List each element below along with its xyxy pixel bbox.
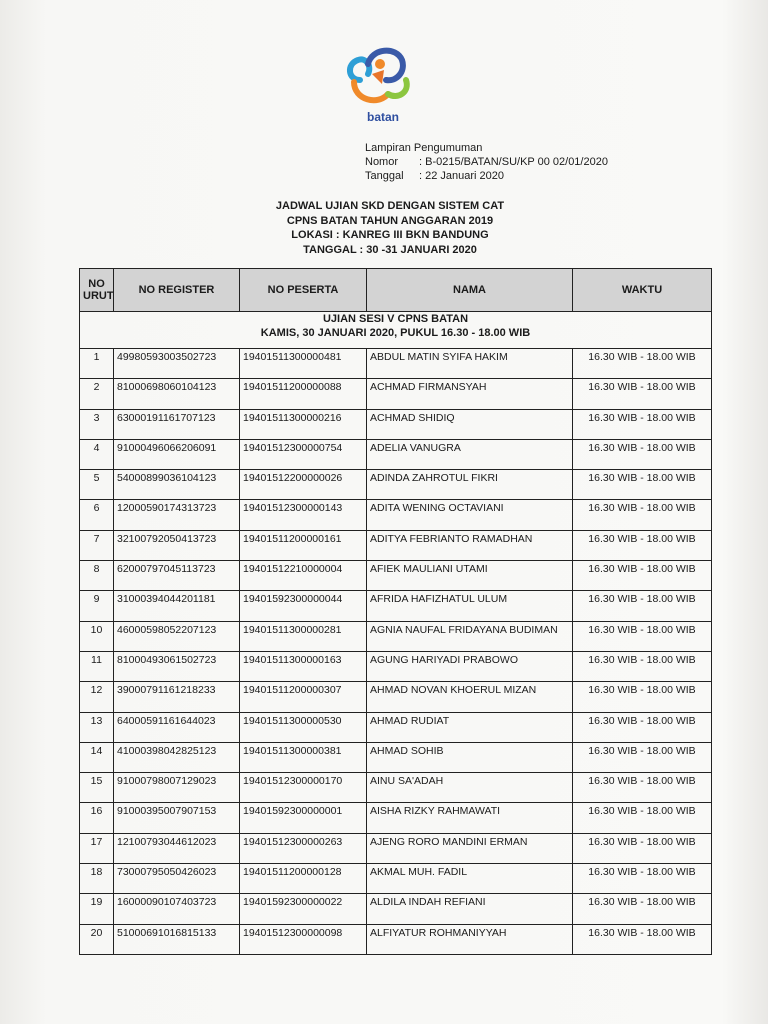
table-row [80, 833, 712, 863]
tanggal-label: Tanggal [365, 170, 404, 182]
session-row [80, 312, 712, 349]
cell-no-peserta: 19401512200000026 [240, 470, 367, 500]
cell-no-urut: 13 [80, 712, 114, 742]
title-line-3: LOKASI : KANREG III BKN BANDUNG [291, 229, 489, 241]
table-row [80, 742, 712, 772]
cell-no-urut: 1 [80, 349, 114, 379]
cell-waktu: 16.30 WIB - 18.00 WIB [573, 349, 712, 379]
table-row [80, 803, 712, 833]
cell-nama: AHMAD RUDIAT [367, 712, 573, 742]
title-line-2: CPNS BATAN TAHUN ANGGARAN 2019 [286, 214, 494, 227]
cell-no-register: 32100792050413723 [114, 530, 240, 560]
cell-waktu: 16.30 WIB - 18.00 WIB [573, 530, 712, 560]
cell-nama: ACHMAD FIRMANSYAH [367, 379, 573, 409]
cell-no-peserta: 19401511200000088 [240, 379, 367, 409]
table-row [80, 530, 712, 560]
table-row [80, 561, 712, 591]
cell-nama: ACHMAD SHIDIQ [367, 409, 573, 439]
cell-nama: ALFIYATUR ROHMANIYYAH [367, 924, 573, 954]
batan-logo-mark [338, 42, 428, 112]
cell-no-register: 12100793044612023 [114, 833, 240, 863]
table-header-row [80, 269, 712, 312]
table-row [80, 621, 712, 651]
session-title: UJIAN SESI V CPNS BATAN [322, 313, 469, 325]
cell-no-peserta: 19401511200000307 [240, 682, 367, 712]
cell-no-peserta: 19401592300000044 [240, 591, 367, 621]
cell-no-register: 91000395007907153 [114, 803, 240, 833]
cell-waktu: 16.30 WIB - 18.00 WIB [573, 621, 712, 651]
cell-waktu: 16.30 WIB - 18.00 WIB [573, 712, 712, 742]
cell-no-peserta: 19401512300000098 [240, 924, 367, 954]
cell-no-peserta: 19401512210000004 [240, 561, 367, 591]
cell-no-register: 54000899036104123 [114, 470, 240, 500]
cell-no-register: 51000691016815133 [114, 924, 240, 954]
cell-no-peserta: 19401511200000161 [240, 530, 367, 560]
cell-no-register: 49980593003502723 [114, 349, 240, 379]
table-row [80, 409, 712, 439]
cell-no-peserta: 19401511300000216 [240, 409, 367, 439]
table-row [80, 682, 712, 712]
cell-nama: ABDUL MATIN SYIFA HAKIM [367, 349, 573, 379]
cell-no-peserta: 19401512300000143 [240, 500, 367, 530]
cell-nama: AFRIDA HAFIZHATUL ULUM [367, 591, 573, 621]
cell-no-urut: 11 [80, 651, 114, 681]
tanggal-value: : 22 Januari 2020 [419, 170, 505, 182]
cell-no-peserta: 19401512300000754 [240, 439, 367, 469]
cell-no-urut: 8 [80, 561, 114, 591]
cell-nama: AGNIA NAUFAL FRIDAYANA BUDIMAN [367, 621, 573, 651]
header-no-peserta: NO PESERTA [240, 269, 367, 312]
cell-no-peserta: 19401511300000281 [240, 621, 367, 651]
cell-waktu: 16.30 WIB - 18.00 WIB [573, 651, 712, 681]
session-info [80, 312, 712, 349]
cell-waktu: 16.30 WIB - 18.00 WIB [573, 924, 712, 954]
cell-no-peserta: 19401511200000128 [240, 864, 367, 894]
table-row [80, 349, 712, 379]
cell-nama: AKMAL MUH. FADIL [367, 864, 573, 894]
cell-no-urut: 20 [80, 924, 114, 954]
cell-no-urut: 16 [80, 803, 114, 833]
nomor-row [365, 155, 608, 169]
schedule-table [79, 268, 712, 955]
cell-nama: AJENG RORO MANDINI ERMAN [367, 833, 573, 863]
cell-no-peserta: 19401592300000001 [240, 803, 367, 833]
cell-waktu: 16.30 WIB - 18.00 WIB [573, 409, 712, 439]
table-row [80, 924, 712, 954]
cell-waktu: 16.30 WIB - 18.00 WIB [573, 803, 712, 833]
cell-nama: ADINDA ZAHROTUL FIKRI [367, 470, 573, 500]
cell-no-peserta: 19401511300000481 [240, 349, 367, 379]
cell-no-urut: 6 [80, 500, 114, 530]
cell-nama: AFIEK MAULIANI UTAMI [367, 561, 573, 591]
cell-waktu: 16.30 WIB - 18.00 WIB [573, 561, 712, 591]
nomor-value: : B-0215/BATAN/SU/KP 00 02/01/2020 [419, 156, 608, 168]
cell-waktu: 16.30 WIB - 18.00 WIB [573, 591, 712, 621]
cell-no-urut: 18 [80, 864, 114, 894]
cell-nama: ADITYA FEBRIANTO RAMADHAN [367, 530, 573, 560]
cell-waktu: 16.30 WIB - 18.00 WIB [573, 470, 712, 500]
cell-nama: ADELIA VANUGRA [367, 439, 573, 469]
cell-waktu: 16.30 WIB - 18.00 WIB [573, 379, 712, 409]
table-row [80, 470, 712, 500]
header-waktu: WAKTU [573, 269, 712, 312]
cell-no-urut: 10 [80, 621, 114, 651]
cell-waktu: 16.30 WIB - 18.00 WIB [573, 682, 712, 712]
cell-no-peserta: 19401512300000263 [240, 833, 367, 863]
cell-no-urut: 15 [80, 773, 114, 803]
table-row [80, 894, 712, 924]
table-row [80, 864, 712, 894]
table-row [80, 591, 712, 621]
cell-no-peserta: 19401511300000530 [240, 712, 367, 742]
cell-no-urut: 12 [80, 682, 114, 712]
cell-no-register: 63000191161707123 [114, 409, 240, 439]
cell-no-peserta: 19401511300000163 [240, 651, 367, 681]
cell-waktu: 16.30 WIB - 18.00 WIB [573, 439, 712, 469]
tanggal-row [365, 169, 608, 183]
cell-waktu: 16.30 WIB - 18.00 WIB [573, 894, 712, 924]
document-title [200, 199, 580, 257]
cell-nama: ALDILA INDAH REFIANI [367, 894, 573, 924]
cell-no-urut: 7 [80, 530, 114, 560]
title-line-1: JADWAL UJIAN SKD DENGAN SISTEM CAT [275, 200, 505, 212]
logo-text: batan [366, 110, 399, 124]
cell-no-urut: 17 [80, 833, 114, 863]
table-row [80, 379, 712, 409]
cell-waktu: 16.30 WIB - 18.00 WIB [573, 742, 712, 772]
cell-no-register: 62000797045113723 [114, 561, 240, 591]
cell-no-urut: 5 [80, 470, 114, 500]
cell-no-register: 12000590174313723 [114, 500, 240, 530]
cell-nama: AHMAD NOVAN KHOERUL MIZAN [367, 682, 573, 712]
cell-no-register: 81000698060104123 [114, 379, 240, 409]
cell-no-urut: 3 [80, 409, 114, 439]
cell-waktu: 16.30 WIB - 18.00 WIB [573, 864, 712, 894]
cell-nama: AHMAD SOHIB [367, 742, 573, 772]
batan-logo [338, 42, 428, 126]
cell-no-urut: 9 [80, 591, 114, 621]
cell-no-register: 91000798007129023 [114, 773, 240, 803]
cell-no-register: 81000493061502723 [114, 651, 240, 681]
cell-no-register: 41000398042825123 [114, 742, 240, 772]
header-nama: NAMA [367, 269, 573, 312]
nomor-label: Nomor [365, 156, 399, 168]
cell-no-register: 39000791161218233 [114, 682, 240, 712]
cell-no-urut: 14 [80, 742, 114, 772]
cell-no-urut: 2 [80, 379, 114, 409]
cell-nama: AGUNG HARIYADI PRABOWO [367, 651, 573, 681]
cell-no-register: 31000394044201181 [114, 591, 240, 621]
cell-nama: AINU SA'ADAH [367, 773, 573, 803]
cell-no-peserta: 19401511300000381 [240, 742, 367, 772]
cell-no-urut: 4 [80, 439, 114, 469]
cell-no-urut: 19 [80, 894, 114, 924]
table-row [80, 651, 712, 681]
title-line-4: TANGGAL : 30 -31 JANUARI 2020 [303, 243, 477, 256]
cell-no-register: 73000795050426023 [114, 864, 240, 894]
table-row [80, 773, 712, 803]
table-row [80, 439, 712, 469]
cell-no-peserta: 19401512300000170 [240, 773, 367, 803]
cell-no-register: 91000496066206091 [114, 439, 240, 469]
cell-no-register: 46000598052207123 [114, 621, 240, 651]
attachment-info [365, 141, 608, 183]
session-date: KAMIS, 30 JANUARI 2020, PUKUL 16.30 - 18.00 WIB [260, 327, 531, 339]
cell-waktu: 16.30 WIB - 18.00 WIB [573, 833, 712, 863]
table-row [80, 712, 712, 742]
cell-waktu: 16.30 WIB - 18.00 WIB [573, 500, 712, 530]
table-row [80, 500, 712, 530]
header-no-register: NO REGISTER [114, 269, 240, 312]
cell-no-register: 64000591161644023 [114, 712, 240, 742]
cell-waktu: 16.30 WIB - 18.00 WIB [573, 773, 712, 803]
cell-nama: ADITA WENING OCTAVIANI [367, 500, 573, 530]
cell-nama: AISHA RIZKY RAHMAWATI [367, 803, 573, 833]
attachment-title: Lampiran Pengumuman [365, 142, 483, 154]
cell-no-peserta: 19401592300000022 [240, 894, 367, 924]
cell-no-register: 16000090107403723 [114, 894, 240, 924]
header-no-urut: NO URUT [80, 269, 114, 312]
